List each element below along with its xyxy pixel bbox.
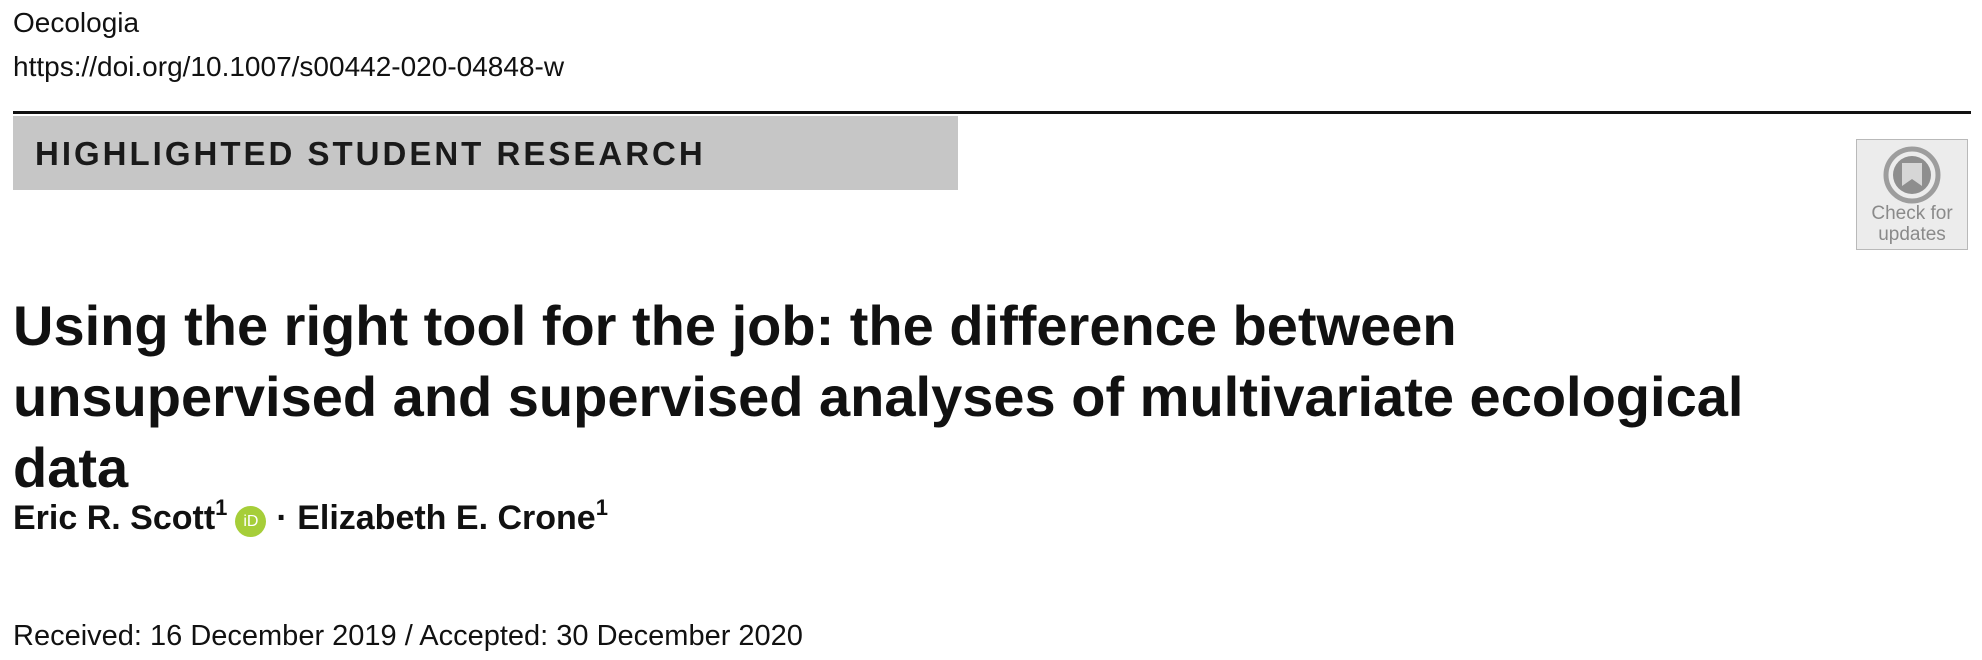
- journal-name: Oecologia: [13, 7, 140, 38]
- check-for-updates-line1: Check for: [1871, 203, 1953, 224]
- check-for-updates-icon: [1883, 146, 1941, 204]
- author-separator: ·: [276, 499, 288, 537]
- publication-dates: Received: 16 December 2019 / Accepted: 30 December 2020: [13, 620, 803, 652]
- check-for-updates-line2: updates: [1878, 224, 1946, 245]
- affiliation-marker: 1: [595, 495, 608, 520]
- author-name[interactable]: Elizabeth E. Crone: [297, 499, 596, 537]
- check-for-updates-badge[interactable]: [1856, 139, 1968, 250]
- check-for-updates-text: [1857, 203, 1967, 245]
- affiliation-marker: 1: [215, 495, 228, 520]
- doi-link[interactable]: https://doi.org/10.1007/s00442-020-04848-w: [13, 51, 565, 82]
- article-type-label: HIGHLIGHTED STUDENT RESEARCH: [35, 135, 706, 172]
- article-title: Using the right tool for the job: the difference between unsupervised and supervised analyses of multivariate ecological data: [13, 294, 1744, 499]
- orcid-icon[interactable]: iD: [235, 506, 266, 537]
- header-rule: [13, 111, 1971, 114]
- article-type-banner: [13, 116, 958, 190]
- author-list: [13, 496, 608, 540]
- author-name[interactable]: Eric R. Scott: [13, 499, 216, 537]
